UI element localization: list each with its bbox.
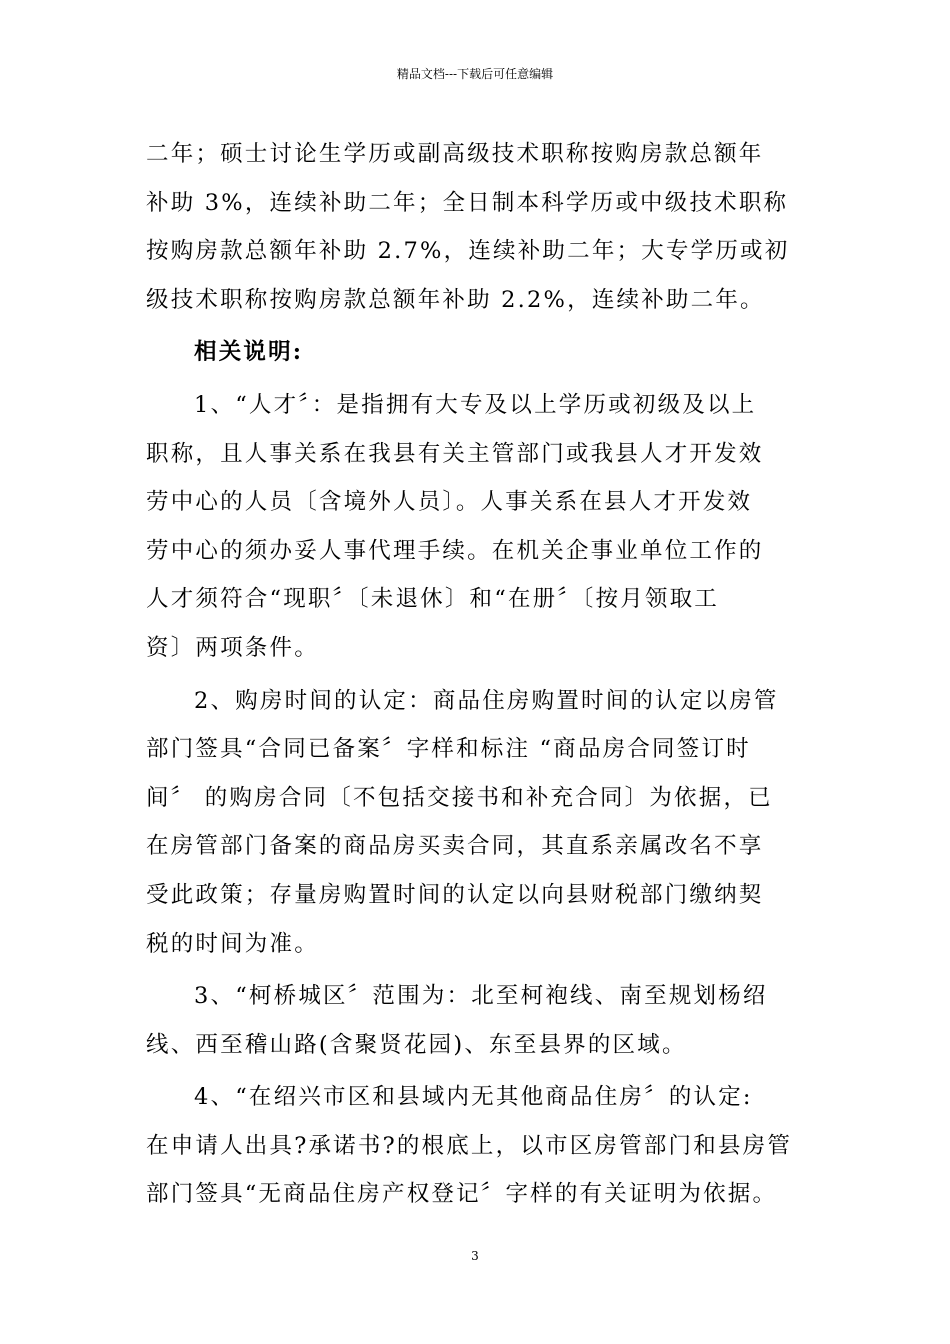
- text-line: 部门签具“合同已备案〞字样和标注 “商品房合同签订时: [146, 736, 751, 763]
- text-line: 间〞 的购房合同〔不包括交接书和补充合同〕为依据，已: [146, 784, 773, 811]
- paragraph-subsidy-continued: [146, 130, 808, 324]
- text-line: 职称，且人事关系在我县有关主管部门或我县人才开发效: [146, 440, 764, 467]
- section-heading: [146, 328, 808, 377]
- text-line: 劳中心的须办妥人事代理手续。在机关企事业单位工作的: [146, 537, 764, 564]
- text-line: 3、“柯桥城区〞范围为：北至柯袍线、南至规划杨绍: [194, 983, 768, 1010]
- text-line: 补助 3%，连续补助二年；全日制本科学历或中级技术职称: [146, 189, 789, 216]
- paragraph-note-2: [146, 677, 808, 969]
- text-line: 在申请人出具?承诺书?的根底上，以市区房管部门和县房管: [146, 1132, 793, 1159]
- text-line: 劳中心的人员〔含境外人员〕。人事关系在县人才开发效: [146, 489, 753, 516]
- page-header: 精品文档---下载后可任意编辑: [396, 67, 554, 81]
- paragraph-note-4: [146, 1073, 808, 1219]
- text-line: 税的时间为准。: [146, 930, 319, 957]
- text-line: 人才须符合“现职〞〔未退休〕和“在册〞〔按月领取工: [146, 586, 720, 613]
- text-line: 2、购房时间的认定：商品住房购置时间的认定以房管: [194, 687, 779, 714]
- text-line: 1、“人才〞：是指拥有大专及以上学历或初级及以上: [194, 391, 757, 418]
- text-line: 部门签具“无商品住房产权登记〞字样的有关证明为依据。: [146, 1181, 778, 1208]
- paragraph-note-3: [146, 972, 808, 1069]
- text-line: 二年；硕士讨论生学历或副高级技术职称按购房款总额年: [146, 141, 764, 167]
- page-number: 3: [471, 1249, 479, 1263]
- text-line: 线、西至稽山路(含聚贤花园)、东至县界的区域。: [146, 1031, 687, 1058]
- heading-related-notes: 相关说明:: [194, 339, 304, 366]
- text-line: 按购房款总额年补助 2.7%，连续补助二年；大专学历或初: [146, 238, 790, 265]
- text-line: 级技术职称按购房款总额年补助 2.2%，连续补助二年。: [146, 286, 765, 313]
- text-line: 在房管部门备案的商品房买卖合同，其直系亲属改名不享: [146, 833, 764, 860]
- text-line: 4、“在绍兴市区和县域内无其他商品住房〞的认定:: [194, 1084, 753, 1111]
- text-line: 资〕两项条件。: [146, 634, 319, 661]
- text-line: 受此政策；存量房购置时间的认定以向县财税部门缴纳契: [146, 881, 764, 908]
- document-body: [146, 130, 808, 1219]
- paragraph-note-1: [146, 381, 808, 673]
